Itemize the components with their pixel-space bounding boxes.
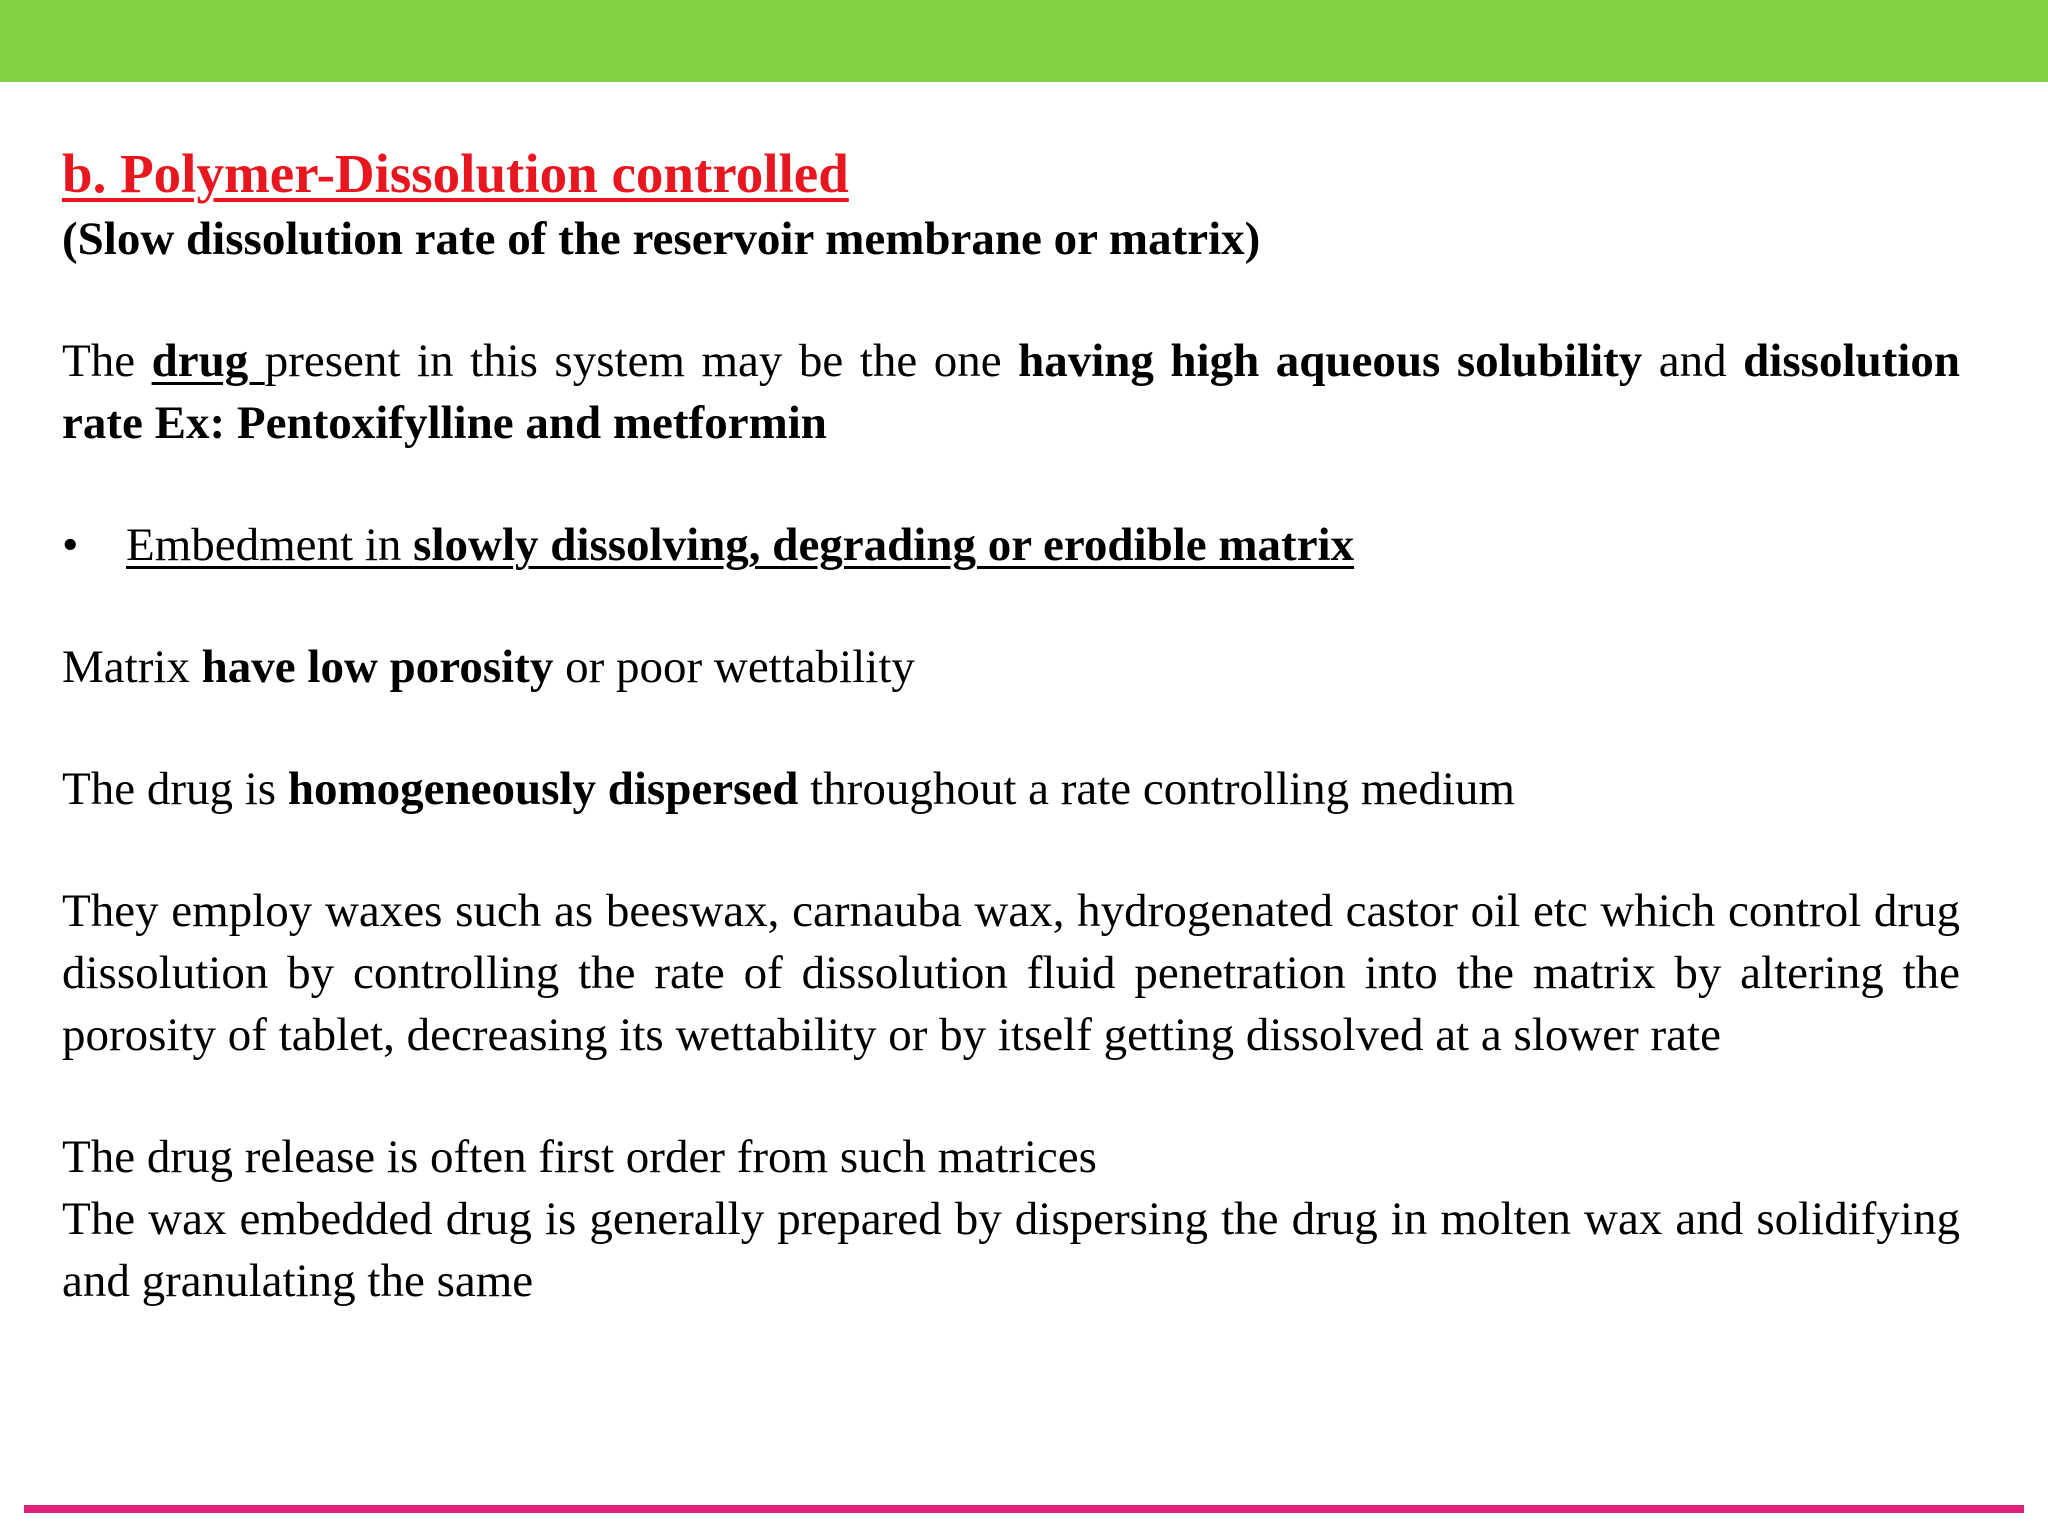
bullet-text bbox=[126, 514, 1354, 576]
para1-text-1: The bbox=[62, 335, 152, 387]
para3-dispersed-term: homogeneously dispersed bbox=[287, 763, 799, 815]
top-accent-bar bbox=[0, 0, 2048, 82]
bullet-text-2: slowly dissolving, degrading or erodible matrix bbox=[413, 519, 1355, 571]
bottom-accent-line bbox=[24, 1505, 2024, 1513]
drug-solubility-paragraph bbox=[62, 330, 1960, 454]
para1-text-3: and bbox=[1642, 335, 1744, 387]
waxes-paragraph: They employ waxes such as beeswax, carnauba wax, hydrogenated castor oil etc which control drug dissolution by controlling the rate of dissolution fluid penetration into the matrix by altering the porosity of tablet, decreasing its wettability or by itself getting dissolved at a slower rate bbox=[62, 885, 1960, 1061]
slide-subtitle: (Slow dissolution rate of the reservoir membrane or matrix) bbox=[62, 213, 1261, 265]
para3-text-2: throughout a rate controlling medium bbox=[798, 763, 1515, 815]
para2-text-1: Matrix bbox=[62, 641, 202, 693]
bullet-text-1: Embedment in bbox=[126, 519, 414, 571]
para1-example-term: dissolution rate Ex: Pentoxifylline and metformin bbox=[62, 335, 1960, 449]
para3-text-1: The drug is bbox=[62, 763, 288, 815]
para2-porosity-term: have low porosity bbox=[201, 641, 554, 693]
matrix-porosity-paragraph bbox=[62, 636, 1960, 698]
para1-solubility-term: having high aqueous solubility bbox=[1018, 335, 1643, 387]
para1-drug-term: drug bbox=[151, 335, 265, 387]
bullet-icon: • bbox=[62, 519, 79, 571]
slide-title: b. Polymer-Dissolution controlled bbox=[62, 143, 849, 204]
drug-dispersion-paragraph bbox=[62, 758, 1960, 820]
slide-content bbox=[62, 140, 1960, 1312]
wax-preparation-paragraph: The wax embedded drug is generally prepared by dispersing the drug in molten wax and solidifying and granulating the same bbox=[62, 1193, 1960, 1307]
bullet-item-embedment bbox=[62, 514, 1960, 576]
para2-text-2: or poor wettability bbox=[553, 641, 915, 693]
para1-text-2: present in this system may be the one bbox=[264, 335, 1019, 387]
drug-release-paragraph: The drug release is often first order from such matrices bbox=[62, 1131, 1097, 1183]
